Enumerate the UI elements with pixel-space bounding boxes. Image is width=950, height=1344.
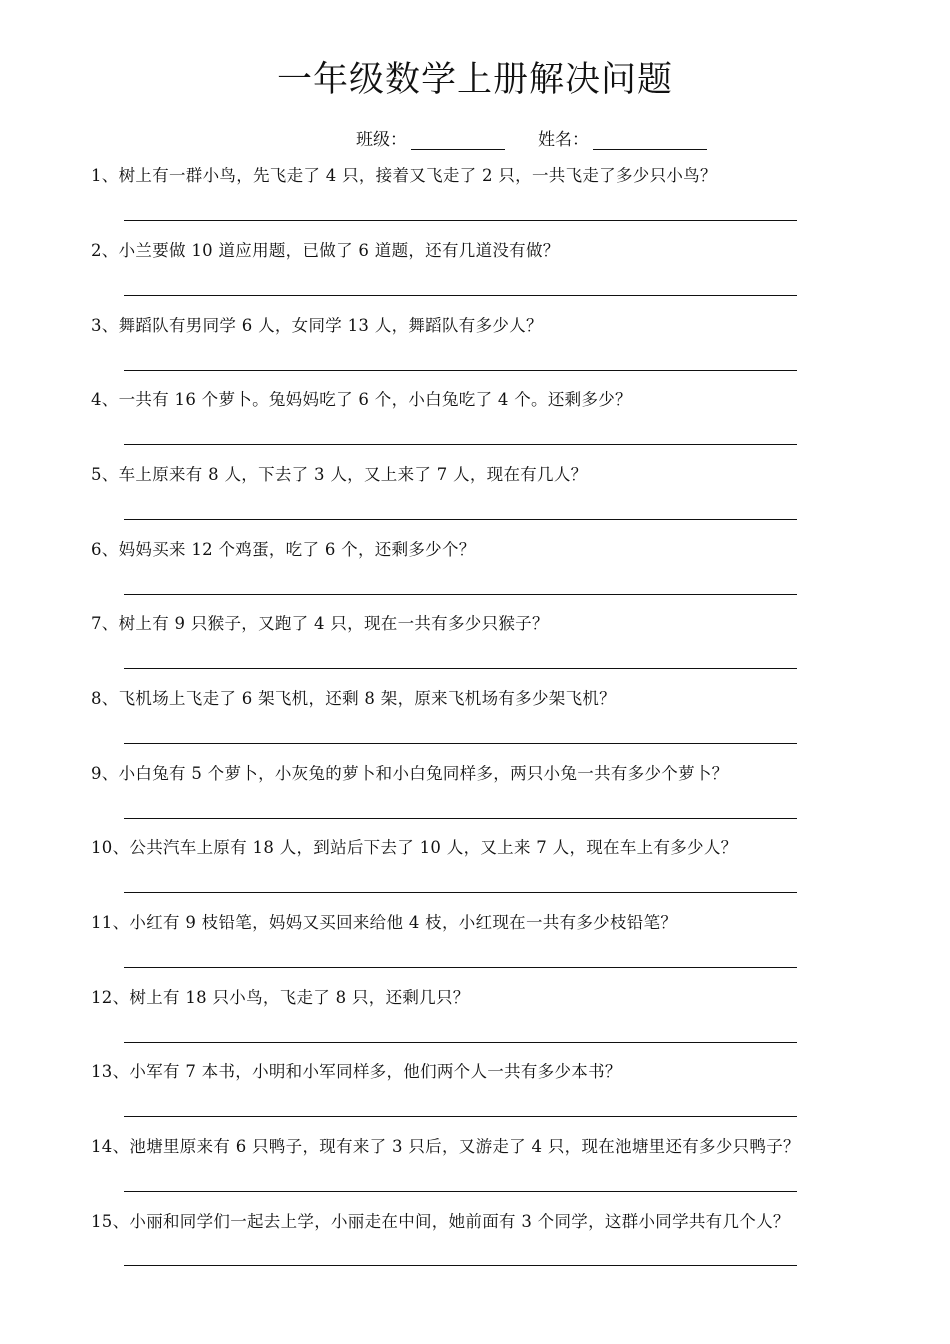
- answer-line-14[interactable]: [124, 1191, 797, 1192]
- question-11: 11、小红有 9 枝铅笔，妈妈又买回来给他 4 枝，小红现在一共有多少枝铅笔？: [91, 913, 678, 932]
- name-label: 姓名：: [538, 130, 589, 150]
- answer-line-8[interactable]: [124, 743, 797, 744]
- answer-line-15[interactable]: [124, 1265, 797, 1266]
- name-blank[interactable]: [593, 129, 707, 150]
- class-blank[interactable]: [411, 129, 505, 150]
- question-6: 6、妈妈买来 12 个鸡蛋，吃了 6 个，还剩多少个？: [91, 540, 476, 559]
- question-7: 7、树上有 9 只猴子，又跑了 4 只，现在一共有多少只猴子？: [91, 614, 549, 633]
- question-15: 15、小丽和同学们一起去上学，小丽走在中间，她前面有 3 个同学，这群小同学共有几个人？: [91, 1212, 790, 1231]
- question-3: 3、舞蹈队有男同学 6 人，女同学 13 人，舞蹈队有多少人？: [91, 316, 543, 335]
- answer-line-6[interactable]: [124, 594, 797, 595]
- question-13: 13、小军有 7 本书，小明和小军同样多，他们两个人一共有多少本书？: [91, 1062, 622, 1081]
- answer-line-2[interactable]: [124, 295, 797, 296]
- answer-line-5[interactable]: [124, 519, 797, 520]
- question-10: 10、公共汽车上原有 18 人，到站后下去了 10 人，又上来 7 人，现在车上有多少人？: [91, 838, 738, 857]
- question-5: 5、车上原来有 8 人，下去了 3 人，又上来了 7 人，现在有几人？: [91, 465, 588, 484]
- question-8: 8、飞机场上飞走了 6 架飞机，还剩 8 架，原来飞机场有多少架飞机？: [91, 689, 616, 708]
- question-14: 14、池塘里原来有 6 只鸭子，现有来了 3 只后，又游走了 4 只，现在池塘里还有多少只鸭子？: [91, 1137, 800, 1156]
- answer-line-9[interactable]: [124, 818, 797, 819]
- answer-line-1[interactable]: [124, 220, 797, 221]
- question-4: 4、一共有 16 个萝卜。兔妈妈吃了 6 个，小白兔吃了 4 个。还剩多少？: [91, 390, 632, 409]
- class-label: 班级：: [356, 130, 407, 150]
- page-title: 一年级数学上册解决问题: [276, 60, 673, 100]
- answer-line-4[interactable]: [124, 444, 797, 445]
- question-1: 1、树上有一群小鸟，先飞走了 4 只，接着又飞走了 2 只，一共飞走了多少只小鸟？: [91, 166, 717, 185]
- answer-line-7[interactable]: [124, 668, 797, 669]
- question-9: 9、小白兔有 5 个萝卜，小灰兔的萝卜和小白兔同样多，两只小兔一共有多少个萝卜？: [91, 764, 729, 783]
- name-field: [538, 124, 707, 150]
- class-field: [356, 124, 505, 150]
- answer-line-10[interactable]: [124, 892, 797, 893]
- answer-line-12[interactable]: [124, 1042, 797, 1043]
- question-12: 12、树上有 18 只小鸟，飞走了 8 只，还剩几只？: [91, 988, 470, 1007]
- answer-line-13[interactable]: [124, 1116, 797, 1117]
- answer-line-11[interactable]: [124, 967, 797, 968]
- question-2: 2、小兰要做 10 道应用题，已做了 6 道题，还有几道没有做？: [91, 241, 560, 260]
- answer-line-3[interactable]: [124, 370, 797, 371]
